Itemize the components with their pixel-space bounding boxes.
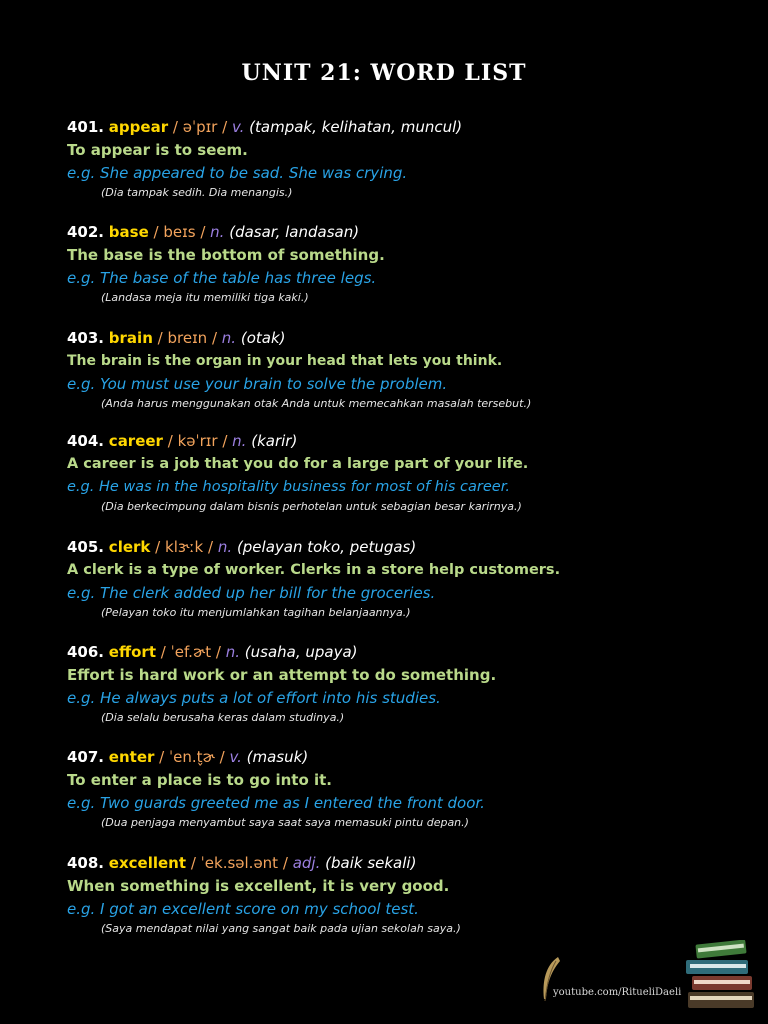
entry-ipa: breɪn xyxy=(167,329,208,347)
entry-pos: n. xyxy=(217,538,233,556)
entry-ipa: klɝːk xyxy=(165,538,204,556)
entry-word: base xyxy=(108,223,149,241)
word-entry-406 xyxy=(67,641,707,726)
entry-word: excellent xyxy=(108,854,187,872)
entry-pos: n. xyxy=(210,223,225,241)
entry-pos: n. xyxy=(225,643,241,661)
entry-example: e.g. Two guards greeted me as I entered the front door. xyxy=(67,794,485,812)
word-entry-402 xyxy=(67,221,707,306)
entry-example: e.g. I got an excellent score on my school test. xyxy=(67,900,419,918)
entry-pos: n. xyxy=(221,329,237,347)
youtube-channel-link[interactable]: youtube.com/RitueliDaeli xyxy=(553,987,682,998)
word-entry-407 xyxy=(67,746,707,831)
entry-definition: A career is a job that you do for a large part of your life. xyxy=(67,456,529,472)
entry-word: enter xyxy=(108,748,155,766)
entry-number: 405. xyxy=(67,538,105,556)
entry-number: 408. xyxy=(67,854,105,872)
entry-example-translation: (Landasa meja itu memiliki tiga kaki.) xyxy=(101,291,309,304)
entry-definition: The base is the bottom of something. xyxy=(67,246,385,264)
entry-word: effort xyxy=(108,643,156,661)
entry-translation-word: (pelayan toko, petugas) xyxy=(236,538,417,556)
entry-number: 401. xyxy=(67,118,105,136)
entry-ipa: ˈen.t̬ɚ xyxy=(169,748,215,766)
entry-example: e.g. You must use your brain to solve the problem. xyxy=(67,375,448,393)
entry-number: 403. xyxy=(67,329,105,347)
entry-header: 407. enter / ˈen.t̬ɚ / v. (masuk) xyxy=(67,748,309,766)
books-stack-icon xyxy=(682,940,762,1016)
entry-pos: n. xyxy=(232,432,247,450)
entry-translation-word: (karir) xyxy=(251,432,298,450)
entry-example: e.g. He always puts a lot of effort into his studies. xyxy=(67,689,441,707)
entry-header: 405. clerk / klɝːk / n. (pelayan toko, petugas) xyxy=(67,538,417,556)
entry-example: e.g. She appeared to be sad. She was crying. xyxy=(67,164,408,182)
word-entry-405 xyxy=(67,536,707,621)
entry-translation-word: (usaha, upaya) xyxy=(244,643,358,661)
entry-word: career xyxy=(108,432,163,450)
entry-word: brain xyxy=(108,329,153,347)
entry-example: e.g. The clerk added up her bill for the groceries. xyxy=(67,584,436,602)
entry-pos: v. xyxy=(229,748,242,766)
entry-number: 404. xyxy=(67,432,105,450)
entry-header: 402. base / beɪs / n. (dasar, landasan) xyxy=(67,223,360,241)
entry-translation-word: (tampak, kelihatan, muncul) xyxy=(249,118,463,136)
entry-number: 402. xyxy=(67,223,105,241)
entry-pos: v. xyxy=(231,118,245,136)
word-entry-408 xyxy=(67,852,707,937)
entry-translation-word: (masuk) xyxy=(246,748,309,766)
entry-number: 406. xyxy=(67,643,105,661)
word-entry-403 xyxy=(67,327,707,412)
entry-header: 408. excellent / ˈek.səl.ənt / adj. (baik sekali) xyxy=(67,854,417,872)
entry-definition: To enter a place is to go into it. xyxy=(67,771,332,789)
entry-definition: Effort is hard work or an attempt to do something. xyxy=(67,666,497,684)
entry-definition: When something is excellent, it is very good. xyxy=(67,877,450,895)
entry-example-translation: (Dia berkecimpung dalam bisnis perhotelan untuk sebagian besar karirnya.) xyxy=(101,500,522,513)
entry-example: e.g. He was in the hospitality business for most of his career. xyxy=(67,479,510,495)
entry-example-translation: (Dua penjaga menyambut saya saat saya memasuki pintu depan.) xyxy=(101,816,469,829)
entry-header: 403. brain / breɪn / n. (otak) xyxy=(67,329,286,347)
entry-example-translation: (Dia tampak sedih. Dia menangis.) xyxy=(101,186,293,199)
entry-ipa: ˈek.səl.ənt xyxy=(200,854,279,872)
entry-word: appear xyxy=(108,118,169,136)
entry-example-translation: (Pelayan toko itu menjumlahkan tagihan belanjaannya.) xyxy=(101,606,411,619)
entry-ipa: kəˈrɪr xyxy=(177,432,218,450)
entry-translation-word: (otak) xyxy=(240,329,286,347)
entry-pos: adj. xyxy=(292,854,321,872)
entry-definition: A clerk is a type of worker. Clerks in a store help customers. xyxy=(67,562,561,578)
entry-number: 407. xyxy=(67,748,105,766)
entry-ipa: ˈef.ɚt xyxy=(170,643,212,661)
entry-ipa: beɪs xyxy=(163,223,196,241)
page-title: UNIT 21: WORD LIST xyxy=(241,60,527,86)
word-entry-401 xyxy=(67,116,707,201)
entry-definition: To appear is to seem. xyxy=(67,141,248,159)
entry-example-translation: (Saya mendapat nilai yang sangat baik pada ujian sekolah saya.) xyxy=(101,922,461,935)
entry-translation-word: (baik sekali) xyxy=(325,854,417,872)
entry-example-translation: (Anda harus menggunakan otak Anda untuk memecahkan masalah tersebut.) xyxy=(101,397,532,410)
entry-example: e.g. The base of the table has three legs. xyxy=(67,269,377,287)
entry-ipa: əˈpɪr xyxy=(182,118,218,136)
entry-header: 401. appear / əˈpɪr / v. (tampak, kelihatan, muncul) xyxy=(67,118,463,136)
entry-definition: The brain is the organ in your head that lets you think. xyxy=(67,353,503,369)
entry-header: 404. career / kəˈrɪr / n. (karir) xyxy=(67,432,298,450)
entry-example-translation: (Dia selalu berusaha keras dalam studinya.) xyxy=(101,711,345,724)
word-entry-404 xyxy=(67,430,707,515)
entry-word: clerk xyxy=(108,538,151,556)
entry-translation-word: (dasar, landasan) xyxy=(229,223,360,241)
entry-header: 406. effort / ˈef.ɚt / n. (usaha, upaya) xyxy=(67,643,358,661)
